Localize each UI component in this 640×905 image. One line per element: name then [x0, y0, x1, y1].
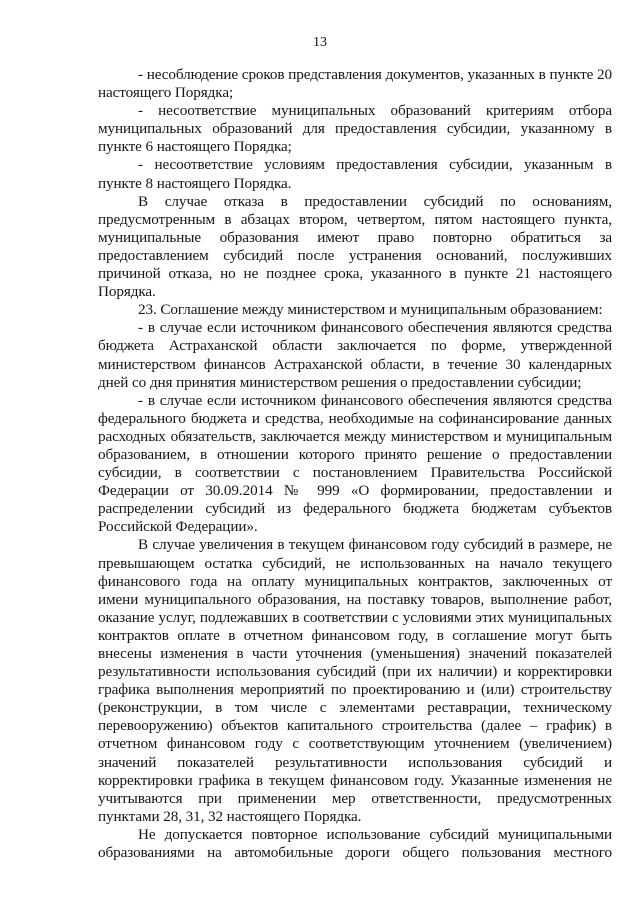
paragraph-2: - несоответствие муниципальных образований критериям отбора муниципальных образований для предоставления субсидии, указанному в пункте 6 настоящего Порядка; — [98, 102, 612, 156]
paragraph-1: - несоблюдение сроков представления документов, указанных в пункте 20 настоящего Порядка; — [98, 66, 612, 102]
paragraph-4: В случае отказа в предоставлении субсидий по основаниям, предусмотренным в абзацах втором, четвертом, пятом настоящего пункта, муниципальные образования имеют право повторно обратиться за предоставлением субсидий после устранения оснований, послуживших причиной отказа, но не позднее срока, указанного в пункте 21 настоящего Порядка. — [98, 192, 612, 301]
paragraph-5: 23. Соглашение между министерством и муниципальным образованием: — [138, 301, 603, 319]
paragraph-6: - в случае если источником финансового обеспечения являются средства бюджета Астраханской области заключается по форме, утвержденной министерством финансов Астраханской области, в течение 30 календарных дней со дня принятия министерством решения о предоставлении субсидии; — [98, 319, 612, 391]
paragraph-9: Не допускается повторное использование субсидий муниципальными образованиями на автомобильные дороги общего пользования местного — [98, 825, 612, 862]
body-text — [98, 66, 612, 862]
page-number: 13 — [313, 35, 327, 50]
paragraph-7: - в случае если источником финансового обеспечения являются средства федерального бюджета и средства, необходимые на софинансирование данных расходных обязательств, заключается между министерством и муниципальным образованием, в отношении которого принято решение о предоставлении субсидии, в соответствии с постановлением Правительства Российской Федерации от 30.09.2014 № 999 «О формировании, предоставлении и распределении субсидий из федерального бюджета бюджетам субъектов Российской Федерации». — [98, 391, 612, 536]
paragraph-8: В случае увеличения в текущем финансовом году субсидий в размере, не превышающем остатка субсидий, не использованных на начало текущего финансового года на оплату муниципальных контрактов, заключенных от имени муниципального образования, на поставку товаров, выполнение работ, оказание услуг, подлежавших в соответствии с условиями этих муниципальных контрактов оплате в отчетном финансовом году, в соглашение могут быть внесены изменения в части уточнения (уменьшения) значений показателей результативности использования субсидий (при их наличии) и корректировки графика выполнения мероприятий по проектированию и (или) строительству (реконструкции, в том числе с элементами реставрации, техническому перевооружению) объектов капитального строительства (далее – график) в отчетном финансовом году с соответствующим уточнением (увеличением) значений показателей результативности использования субсидий и корректировки графика в текущем финансовом году. Указанные изменения не учитываются при применении мер ответственности, предусмотренных пунктами 28, 31, 32 настоящего Порядка. — [98, 536, 612, 825]
paragraph-3: - несоответствие условиям предоставления субсидии, указанным в пункте 8 настоящего Порядка. — [98, 156, 612, 192]
